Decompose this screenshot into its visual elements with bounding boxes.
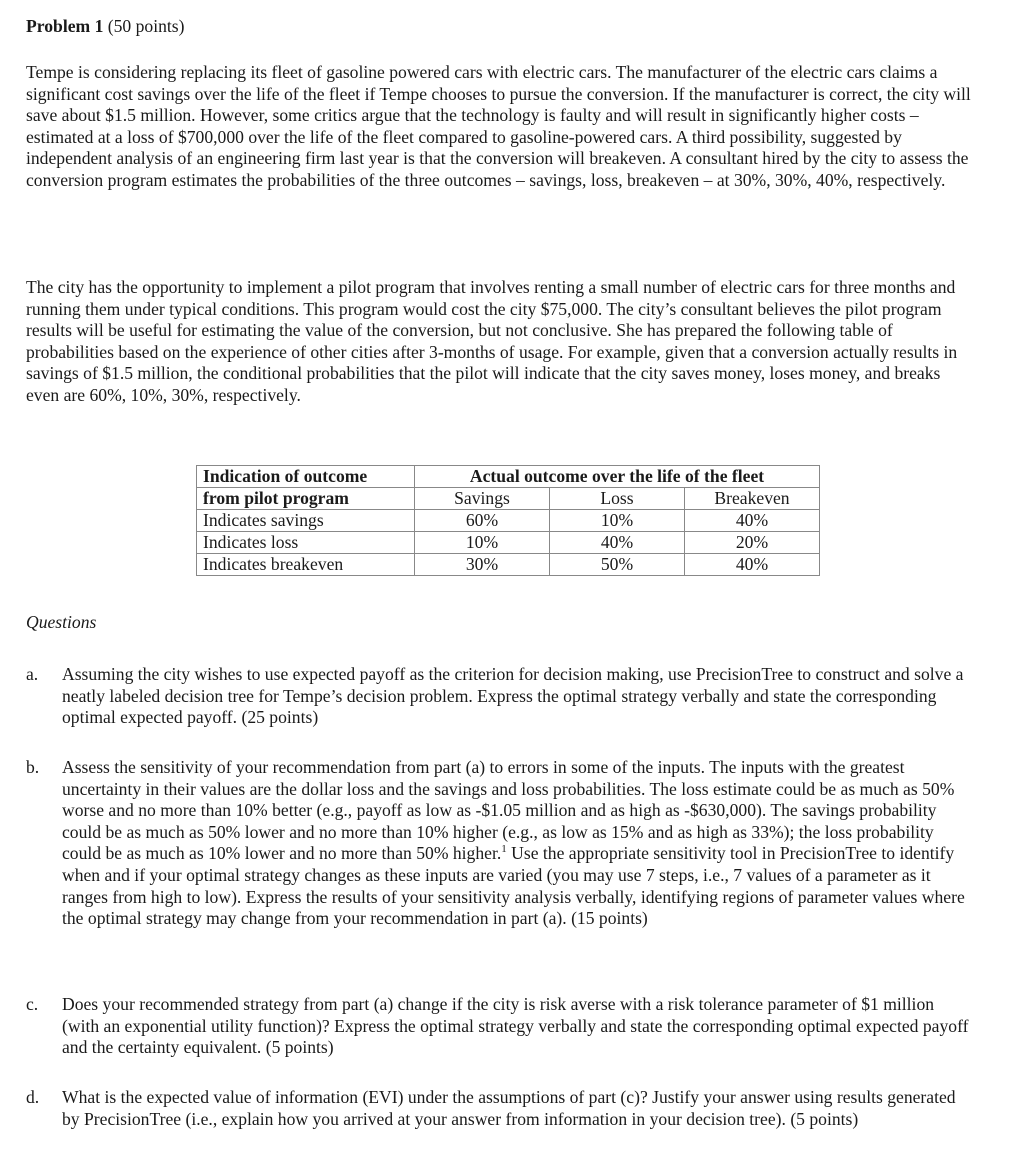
problem-points: (50 points) [107, 16, 185, 36]
question-letter: d. [26, 1087, 40, 1107]
problem-number: Problem 1 [26, 16, 104, 36]
pilot-paragraph: The city has the opportunity to implement a pilot program that involves renting a small number of electric cars for three months and running them under typical conditions. This program would cost the city $75,000. The city’s consultant believes the pilot program results will be useful for estimating the value of the conversion, but not conclusive. She has prepared the following table of probabilities based on the experience of other cities after 3-months of usage. For example, given that a conversion actually results in savings of $1.5 million, the conditional probabilities that the pilot will indicate that the city saves money, loses money, and breaks even are 60%, 10%, 30%, respectively. [26, 277, 958, 405]
questions-heading: Questions [26, 612, 97, 632]
intro-paragraph: Tempe is considering replacing its fleet of gasoline powered cars with electric cars. The manufacturer of the electric cars claims a significant cost savings over the life of the fleet if Tempe chooses to pursue the conversion. If the manufacturer is correct, the city will save about $1.5 million. However, some critics argue that the technology is faulty and will result in significantly higher costs – estimated at a loss of $700,000 over the life of the fleet compared to gasoline-powered cars. A third possibility, suggested by independent analysis of an engineering firm last year is that the conversion will breakeven. A consultant hired by the city to assess the conversion program estimates the probabilities of the three outcomes – savings, loss, breakeven – at 30%, 30%, 40%, respectively. [26, 62, 971, 190]
table-cell: 50% [550, 554, 685, 576]
table-row [197, 532, 820, 554]
question-text-part1: Assess the sensitivity of your recommendation from part (a) to errors in some of the inputs. The inputs with the greatest uncertainty in their values are the dollar loss and the savings and loss probabilities. The loss estimate could be as much as 50% worse and no more than 10% better (e.g., payoff as low as -$1.05 million and as high as -$630,000). The savings probability could be as much as 50% lower and no more than 10% higher (e.g., as low as 15% and as high as 33%); the loss probability could be as much as 10% lower and no more than 50% higher. [62, 757, 955, 864]
row-label: Indicates loss [197, 532, 415, 554]
table-row [197, 554, 820, 576]
table-cell: 40% [685, 510, 820, 532]
question-letter: c. [26, 994, 39, 1014]
question-letter: a. [26, 664, 39, 684]
table-cell: 20% [685, 532, 820, 554]
row-label: Indicates breakeven [197, 554, 415, 576]
column-header-savings: Savings [415, 488, 550, 510]
table-row [197, 510, 820, 532]
question-text [62, 757, 974, 930]
question-d [26, 1087, 976, 1130]
question-text-part2: Use the appropriate sensitivity tool in PrecisionTree to identify when and if your optimal strategy changes as these inputs are varied (you may use 7 steps, i.e., 7 values of a parameter as it ranges from high to low). Express the results of your sensitivity analysis verbally, identifying regions of parameter values where the optimal strategy may change from your recommendation in part (a). (15 points) [62, 843, 965, 929]
column-header-breakeven: Breakeven [685, 488, 820, 510]
table-cell: 40% [550, 532, 685, 554]
table-cell: 10% [415, 532, 550, 554]
question-text: Assuming the city wishes to use expected payoff as the criterion for decision making, use PrecisionTree to construct and solve a neatly labeled decision tree for Tempe’s decision problem. Express the optimal strategy verbally and state the corresponding optimal expected payoff. (25 points) [62, 664, 964, 728]
row-header-line2: from pilot program [197, 488, 415, 510]
question-a [26, 664, 976, 729]
question-text: What is the expected value of information (EVI) under the assumptions of part (c)? Justify your answer using results generated by PrecisionTree (i.e., explain how you arrived at your answer from information in your decision tree). (5 points) [62, 1087, 956, 1129]
table-cell: 10% [550, 510, 685, 532]
column-header-loss: Loss [550, 488, 685, 510]
question-b [26, 757, 976, 930]
question-text: Does your recommended strategy from part (a) change if the city is risk averse with a risk tolerance parameter of $1 million (with an exponential utility function)? Express the optimal strategy verbally and state the corresponding optimal expected payoff and the certainty equivalent. (5 points) [62, 994, 969, 1058]
table-cell: 30% [415, 554, 550, 576]
row-header-line1: Indication of outcome [197, 466, 415, 488]
question-letter: b. [26, 757, 40, 777]
row-label: Indicates savings [197, 510, 415, 532]
table-cell: 40% [685, 554, 820, 576]
table-cell: 60% [415, 510, 550, 532]
column-group-header: Actual outcome over the life of the fleet [415, 466, 820, 488]
problem-title [26, 16, 185, 38]
probability-table [196, 465, 820, 576]
footnote-marker[interactable]: 1 [501, 843, 507, 856]
question-c [26, 994, 976, 1059]
